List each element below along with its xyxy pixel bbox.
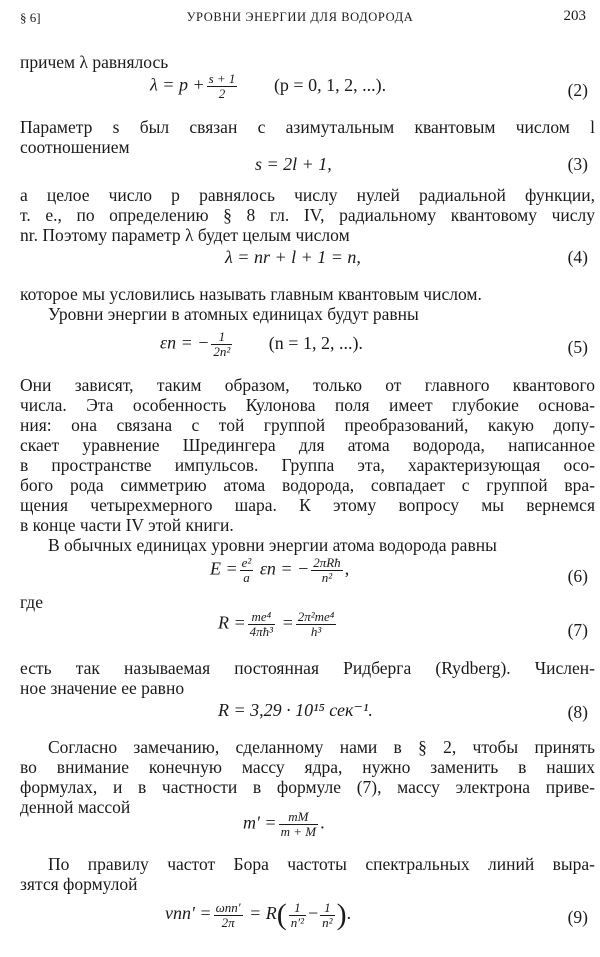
equation-9: νnn′ = $\frac{\text{ωnn′}}{2\pi}$ = R( $\frac{1}{\text{n′²}}$ − $\frac{1}{\text{n²}}$ ). xyxy=(165,898,352,931)
denominator: a xyxy=(240,570,254,585)
equation-6 xyxy=(210,556,349,585)
equation-part: νnn′ = xyxy=(165,903,212,924)
equation-number: (3) xyxy=(567,154,588,174)
equation-part: R = xyxy=(218,612,246,633)
equation-number: (4) xyxy=(567,247,588,267)
text-line: По правилу частот Бора частоты спектральных линий выра- xyxy=(48,854,595,874)
text-line: nr. Поэтому параметр λ будет целым числом xyxy=(20,225,350,245)
equation-part: . xyxy=(320,812,325,833)
text-line: где xyxy=(20,592,43,612)
equation-reduced-mass xyxy=(243,810,325,839)
text-line: Они зависят, таким образом, только от главного квантового xyxy=(20,375,595,395)
page-number: 203 xyxy=(563,8,586,24)
equation-part: λ = p + xyxy=(150,74,205,95)
equation-4: λ = nr + l + 1 = n, xyxy=(225,247,361,267)
equation-8: R = 3,29 · 10¹⁵ сек⁻¹. xyxy=(218,700,373,720)
text-line: есть так называемая постоянная Ридберга (Rydberg). Числен- xyxy=(20,658,595,678)
text-line: Уровни энергии в атомных единицах будут равны xyxy=(48,304,419,324)
text-line: денной массой xyxy=(20,797,131,817)
denominator: n² xyxy=(311,570,342,585)
running-title: УРОВНИ ЭНЕРГИИ ДЛЯ ВОДОРОДА xyxy=(186,10,414,24)
denominator: m + M xyxy=(280,824,317,839)
text-line: в конце части IV этой книги. xyxy=(20,515,234,535)
denominator: 2 xyxy=(207,86,238,101)
denominator: 4πħ³ xyxy=(249,624,274,639)
numerator: me⁴ xyxy=(251,609,272,624)
fraction xyxy=(207,72,238,101)
equation-7 xyxy=(218,610,338,639)
denominator: n′² xyxy=(290,914,305,930)
numerator: mM xyxy=(288,809,309,824)
numerator: 1 xyxy=(294,899,301,915)
text-line: во внимание конечную массу ядра, нужно заменить в наших xyxy=(20,757,595,777)
fraction xyxy=(211,330,232,359)
numerator: s + 1 xyxy=(208,71,236,86)
text-line: формулах, и в частности в формуле (7), массу электрона приве- xyxy=(20,777,595,797)
equation-5 xyxy=(160,330,363,359)
equation-3: s = 2l + 1, xyxy=(255,154,332,174)
numerator: 1 xyxy=(218,329,226,344)
denominator: n² xyxy=(322,914,333,930)
equation-number: (7) xyxy=(567,620,588,640)
equation-part: (p = 0, 1, 2, ...). xyxy=(273,74,387,95)
text-line: в пространстве импульсов. Группа эта, характеризующая осо- xyxy=(20,455,595,475)
equation-part: − xyxy=(308,903,319,924)
numerator: 1 xyxy=(324,899,331,915)
text-line: ния: она связана с той группой преобразований, какую допу- xyxy=(20,415,595,435)
fraction xyxy=(289,901,306,930)
denominator: 2n² xyxy=(213,344,231,359)
equation-number: (6) xyxy=(567,566,588,586)
text-line: скает уравнение Шредингера для атома водорода, написанное xyxy=(20,435,595,455)
text-line: В обычных единицах уровни энергии атома водорода равны xyxy=(48,535,497,555)
text-line: т. е., по определению § 8 гл. IV, радиальному квантовому числу xyxy=(20,205,595,225)
equation-part: εn = − xyxy=(259,558,310,579)
running-header xyxy=(0,8,600,30)
text-line: ное значение ее равно xyxy=(20,678,185,698)
text-line: соотношением xyxy=(20,137,130,157)
equation-2 xyxy=(150,72,386,101)
equation-part: , xyxy=(344,558,350,579)
numerator: e² xyxy=(241,555,252,570)
equation-number: (8) xyxy=(567,702,588,722)
text-line: бого рода симметрию атома водорода, совпадает с группой вра- xyxy=(20,475,595,495)
equation-part: . xyxy=(346,903,352,924)
denominator: h³ xyxy=(296,624,337,639)
fraction xyxy=(248,610,275,639)
text-line: зятся формулой xyxy=(20,874,138,894)
equation-part: m′ = xyxy=(243,812,277,833)
numerator: 2πRħ xyxy=(313,555,341,570)
fraction xyxy=(279,810,319,839)
equation-part: εn = − xyxy=(160,332,210,353)
equation-number: (5) xyxy=(567,337,588,357)
equation-part: E = xyxy=(210,558,238,579)
text-line: Согласно замечанию, сделанному нами в § 2, чтобы принять xyxy=(48,737,595,757)
fraction xyxy=(214,901,243,930)
text-line: а целое число p равнялось числу нулей радиальной функции, xyxy=(20,185,595,205)
fraction xyxy=(240,556,254,585)
text-line: которое мы условились называть главным квантовым числом. xyxy=(20,284,482,304)
denominator: 2π xyxy=(214,915,243,930)
text-line: Параметр s был связан с азимутальным квантовым числом l xyxy=(20,117,595,137)
equation-number: (2) xyxy=(567,80,588,100)
numerator: ωnn′ xyxy=(215,899,241,915)
text-line: числа. Эта особенность Кулонова поля имеет глубокие основа- xyxy=(20,395,595,415)
equation-part: (n = 1, 2, ...). xyxy=(268,332,363,353)
equation-part: = R xyxy=(249,903,277,924)
text-line: щения четырехмерного шара. К этому вопросу мы вернемся xyxy=(20,495,595,515)
equation-part: = xyxy=(281,612,294,633)
fraction xyxy=(296,610,337,639)
section-number: § 6] xyxy=(20,10,41,25)
numerator: 2π²me⁴ xyxy=(297,609,335,624)
text-line: причем λ равнялось xyxy=(20,52,169,72)
fraction xyxy=(311,556,342,585)
fraction xyxy=(320,901,334,930)
equation-number: (9) xyxy=(567,907,588,927)
